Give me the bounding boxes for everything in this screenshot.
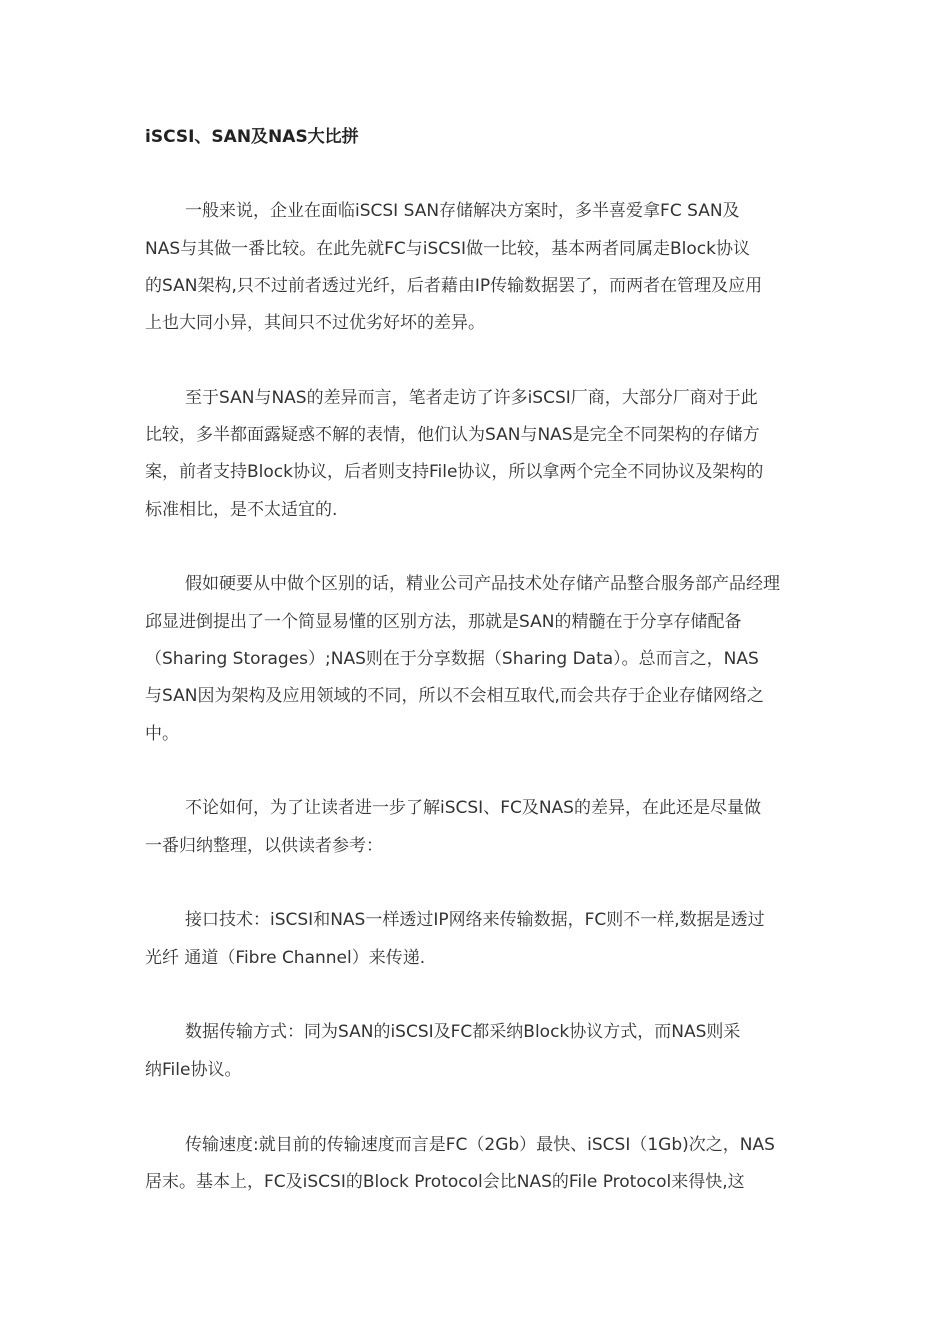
paragraph-7-line-1: 传输速度:就目前的传输速度而言是FC（2Gb）最快、iSCSI（1Gb)次之，NAS (185, 1135, 775, 1155)
paragraph-3-line-1: 假如硬要从中做个区别的话，精业公司产品技术处存储产品整合服务部产品经理 (185, 574, 780, 594)
paragraph-2-line-4: 标准相比，是不太适宜的. (145, 500, 338, 520)
paragraph-7-line-2: 居末。基本上，FC及iSCSI的Block Protocol会比NAS的File Protocol来得快,这 (145, 1172, 745, 1192)
paragraph-1-line-4: 上也大同小异，其间只不过优劣好坏的差异。 (145, 313, 485, 333)
paragraph-5-line-1: 接口技术：iSCSI和NAS一样透过IP网络来传输数据，FC则不一样,数据是透过 (185, 910, 765, 930)
document-title: iSCSI、SAN及NAS大比拼 (145, 127, 359, 147)
paragraph-4-line-1: 不论如何，为了让读者进一步了解iSCSI、FC及NAS的差异，在此还是尽量做 (185, 798, 761, 818)
paragraph-1-line-2: NAS与其做一番比较。在此先就FC与iSCSI做一比较，基本两者同属走Block协议 (145, 239, 750, 259)
paragraph-6-line-2: 纳File协议。 (145, 1060, 242, 1080)
paragraph-4-line-2: 一番归纳整理，以供读者参考： (145, 836, 383, 856)
paragraph-1-line-1: 一般来说，企业在面临iSCSI SAN存储解决方案时，多半喜爱拿FC SAN及 (185, 201, 740, 221)
paragraph-5-line-2: 光纤 通道（Fibre Channel）来传递. (145, 948, 426, 968)
paragraph-1-line-3: 的SAN架构,只不过前者透过光纤，后者藉由IP传输数据罢了，而两者在管理及应用 (145, 276, 763, 296)
paragraph-6-line-1: 数据传输方式：同为SAN的iSCSI及FC都采纳Block协议方式，而NAS则采 (185, 1022, 741, 1042)
paragraph-3-line-2: 邱显进倒提出了一个简显易懂的区别方法，那就是SAN的精髓在于分享存储配备 (145, 612, 742, 632)
paragraph-3-line-4: 与SAN因为架构及应用领域的不同，所以不会相互取代,而会共存于企业存储网络之 (145, 686, 764, 706)
paragraph-3-line-3: （Sharing Storages）;NAS则在于分享数据（Sharing Data）。总而言之，NAS (145, 649, 759, 669)
paragraph-2-line-1: 至于SAN与NAS的差异而言，笔者走访了许多iSCSI厂商，大部分厂商对于此 (185, 388, 758, 408)
paragraph-2-line-2: 比较，多半都面露疑惑不解的表情，他们认为SAN与NAS是完全不同架构的存储方 (145, 425, 760, 445)
paragraph-3-line-5: 中。 (145, 724, 179, 744)
paragraph-2-line-3: 案，前者支持Block协议，后者则支持File协议，所以拿两个完全不同协议及架构的 (145, 462, 764, 482)
